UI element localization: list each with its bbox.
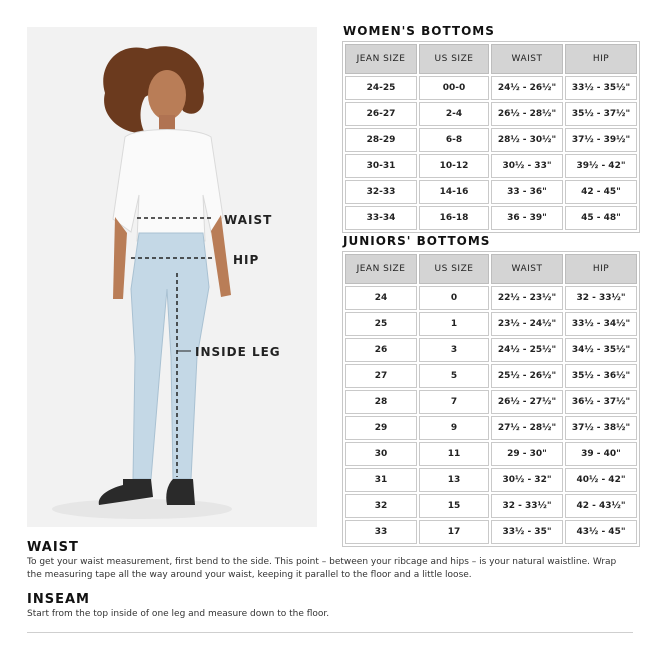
table-cell: 33½ - 35" xyxy=(491,520,563,544)
table-cell: 29 xyxy=(345,416,417,440)
table-cell: 34½ - 35½" xyxy=(565,338,637,362)
table-cell: 5 xyxy=(419,364,489,388)
table-cell: 32-33 xyxy=(345,180,417,204)
table-cell: 30½ - 32" xyxy=(491,468,563,492)
womens-size-table xyxy=(342,41,640,233)
table-header-row xyxy=(345,254,637,284)
table-cell: 42 - 43½" xyxy=(565,494,637,518)
table-cell: 42 - 45" xyxy=(565,180,637,204)
column-header: US SIZE xyxy=(419,44,489,74)
table-row xyxy=(345,468,637,492)
juniors-size-table xyxy=(342,251,640,547)
table-cell: 35½ - 37½" xyxy=(565,102,637,126)
table-cell: 24-25 xyxy=(345,76,417,100)
table-cell: 39½ - 42" xyxy=(565,154,637,178)
table-cell: 13 xyxy=(419,468,489,492)
column-header: HIP xyxy=(565,254,637,284)
table-row xyxy=(345,364,637,388)
table-cell: 11 xyxy=(419,442,489,466)
table-row xyxy=(345,154,637,178)
juniors-bottoms-title: JUNIORS' BOTTOMS xyxy=(343,234,491,248)
table-row xyxy=(345,206,637,230)
table-row xyxy=(345,128,637,152)
table-row xyxy=(345,312,637,336)
table-cell: 24 xyxy=(345,286,417,310)
table-cell: 33 - 36" xyxy=(491,180,563,204)
inseam-instructions: Start from the top inside of one leg and measure down to the floor. xyxy=(27,609,330,619)
table-cell: 32 - 33½" xyxy=(491,494,563,518)
table-cell: 25 xyxy=(345,312,417,336)
table-cell: 25½ - 26½" xyxy=(491,364,563,388)
womens-bottoms-title: WOMEN'S BOTTOMS xyxy=(343,24,495,38)
table-cell: 6-8 xyxy=(419,128,489,152)
table-cell: 2-4 xyxy=(419,102,489,126)
table-row xyxy=(345,416,637,440)
table-cell: 37½ - 39½" xyxy=(565,128,637,152)
table-row xyxy=(345,520,637,544)
inside-leg-label: INSIDE LEG xyxy=(195,345,281,359)
table-cell: 36 - 39" xyxy=(491,206,563,230)
column-header: WAIST xyxy=(491,44,563,74)
table-cell: 27½ - 28½" xyxy=(491,416,563,440)
table-cell: 30 xyxy=(345,442,417,466)
hip-label: HIP xyxy=(233,253,260,267)
table-cell: 24½ - 25½" xyxy=(491,338,563,362)
column-header: WAIST xyxy=(491,254,563,284)
table-row xyxy=(345,442,637,466)
waist-label: WAIST xyxy=(224,213,273,227)
table-row xyxy=(345,338,637,362)
table-cell: 17 xyxy=(419,520,489,544)
table-cell: 30½ - 33" xyxy=(491,154,563,178)
divider xyxy=(27,632,633,633)
table-cell: 23½ - 24½" xyxy=(491,312,563,336)
waist-heading: WAIST xyxy=(27,540,79,555)
table-cell: 40½ - 42" xyxy=(565,468,637,492)
table-cell: 33½ - 35½" xyxy=(565,76,637,100)
table-cell: 28 xyxy=(345,390,417,414)
column-header: JEAN SIZE xyxy=(345,44,417,74)
table-cell: 28-29 xyxy=(345,128,417,152)
table-cell: 43½ - 45" xyxy=(565,520,637,544)
table-cell: 36½ - 37½" xyxy=(565,390,637,414)
table-row xyxy=(345,494,637,518)
table-cell: 10-12 xyxy=(419,154,489,178)
table-cell: 14-16 xyxy=(419,180,489,204)
column-header: US SIZE xyxy=(419,254,489,284)
table-cell: 26 xyxy=(345,338,417,362)
table-cell: 32 xyxy=(345,494,417,518)
table-cell: 37½ - 38½" xyxy=(565,416,637,440)
table-cell: 26-27 xyxy=(345,102,417,126)
waist-instructions: To get your waist measurement, first bend to the side. This point – between your ribcage and hips – is your natural waistline. Wrap the measuring tape all the way around your waist, keeping it parallel to the floor and a little loose. xyxy=(27,557,617,580)
table-cell: 31 xyxy=(345,468,417,492)
table-cell: 24½ - 26½" xyxy=(491,76,563,100)
table-cell: 9 xyxy=(419,416,489,440)
table-cell: 1 xyxy=(419,312,489,336)
table-cell: 33½ - 34½" xyxy=(565,312,637,336)
column-header: HIP xyxy=(565,44,637,74)
table-cell: 3 xyxy=(419,338,489,362)
table-cell: 33 xyxy=(345,520,417,544)
table-cell: 16-18 xyxy=(419,206,489,230)
table-cell: 32 - 33½" xyxy=(565,286,637,310)
table-header-row xyxy=(345,44,637,74)
table-row xyxy=(345,76,637,100)
table-cell: 29 - 30" xyxy=(491,442,563,466)
column-header: JEAN SIZE xyxy=(345,254,417,284)
table-cell: 26½ - 27½" xyxy=(491,390,563,414)
table-cell: 7 xyxy=(419,390,489,414)
table-cell: 35½ - 36½" xyxy=(565,364,637,388)
model-photo xyxy=(27,27,317,527)
table-row xyxy=(345,180,637,204)
inseam-heading: INSEAM xyxy=(27,592,90,607)
table-row xyxy=(345,102,637,126)
table-cell: 26½ - 28½" xyxy=(491,102,563,126)
table-cell: 15 xyxy=(419,494,489,518)
table-cell: 27 xyxy=(345,364,417,388)
model-illustration xyxy=(27,27,317,527)
table-cell: 22½ - 23½" xyxy=(491,286,563,310)
table-cell: 00-0 xyxy=(419,76,489,100)
table-cell: 28½ - 30½" xyxy=(491,128,563,152)
table-cell: 39 - 40" xyxy=(565,442,637,466)
table-cell: 30-31 xyxy=(345,154,417,178)
table-cell: 33-34 xyxy=(345,206,417,230)
table-row xyxy=(345,390,637,414)
table-cell: 0 xyxy=(419,286,489,310)
table-cell: 45 - 48" xyxy=(565,206,637,230)
table-row xyxy=(345,286,637,310)
